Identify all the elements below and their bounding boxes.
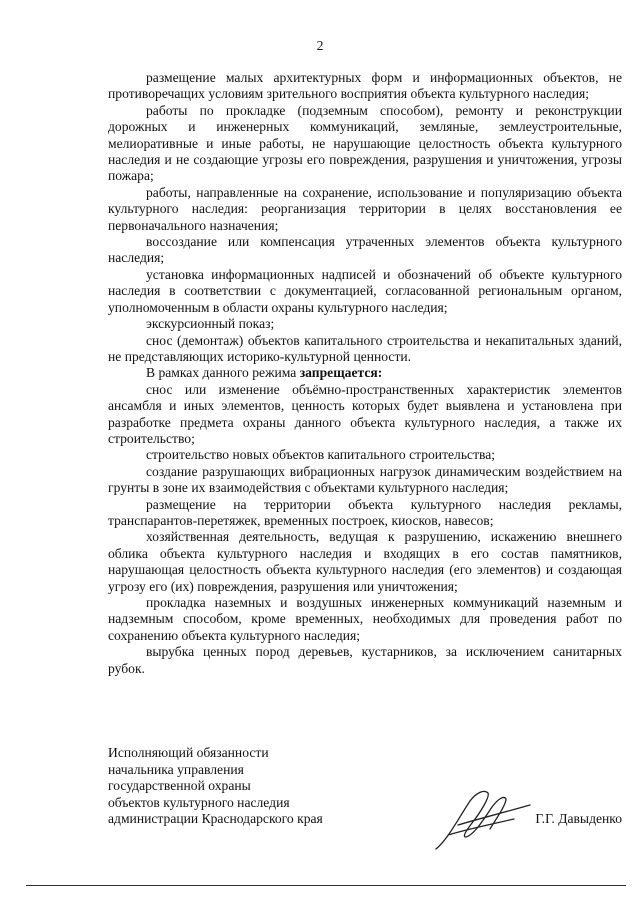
signatory-title-line: государственной охраны [108, 778, 251, 794]
prohibited-item: размещение на территории объекта культурного наследия рекламы, транспарантов-перетяжек, временных построек, киосков, навесов; [108, 496, 622, 528]
paragraph: экскурсионный показ; [146, 316, 275, 332]
paragraph: установка информационных надписей и обозначений об объекте культурного наследия в соответствии с документацией, согласованной региональным органом, уполномоченным в области охраны культурного наследия; [108, 266, 622, 315]
paragraph: снос (демонтаж) объектов капитального строительства и некапитальных зданий, не представляющих историко-культурной ценности. [108, 332, 622, 364]
prohibition-heading [108, 365, 622, 381]
prohibited-item: прокладка наземных и воздушных инженерных коммуникаций наземным и надземным способом, кроме временных, необходимых для проведения работ по сохранению объекта культурного наследия; [108, 595, 622, 643]
page-divider [26, 885, 626, 886]
signature-block [108, 745, 622, 828]
prohibited-item: снос или изменение объёмно-пространственных характеристик элементов ансамбля и иных элементов, ценность которых будет выявлена и установлена при разработке предмета охраны данного объекта культурного наследия, а также их строительство; [108, 381, 622, 446]
paragraph: размещение малых архитектурных форм и информационных объектов, не противоречащих условиям зрительного восприятия объекта культурного наследия; [108, 70, 622, 102]
paragraph: воссоздание или компенсация утраченных элементов объекта культурного наследия; [108, 234, 622, 266]
prohibition-lead: В рамках данного режима [146, 365, 300, 381]
signatory-title-line: начальника управления [108, 761, 244, 777]
prohibited-item: строительство новых объектов капитального строительства; [146, 447, 496, 463]
signatory-title-line: администрации Краснодарского края [108, 811, 323, 827]
page-number: 2 [316, 38, 324, 53]
prohibited-item: вырубка ценных пород деревьев, кустарников, за исключением санитарных рубок. [108, 644, 622, 676]
paragraph: работы по прокладке (подземным способом), ремонту и реконструкции дорожных и инженерных коммуникаций, земляные, землеустроительные, мелиоративные и иные работы, не нарушающие целостность объекта культурного наследия и не создающие угрозы его повреждения, разрушения и уничтожения, угрозы пожара; [108, 102, 622, 184]
signatory-title-line: объектов культурного наследия [108, 794, 290, 810]
signatory-title-line: Исполняющий обязанности [108, 745, 269, 760]
paragraph: работы, направленные на сохранение, использование и популяризацию объекта культурного наследия: реорганизация территории в целях восстановления ее первоначального назначения; [108, 184, 622, 233]
document-body [108, 70, 622, 677]
prohibited-item: хозяйственная деятельность, ведущая к разрушению, искажению внешнего облика объекта культурного наследия и входящих в его состав памятников, нарушающая целостность объекта культурного наследия (его элементов) и создающая угрозу его (их) повреждения, разрушения или уничтожения; [108, 529, 622, 594]
prohibition-bold: запрещается: [299, 365, 383, 381]
signatory-name: Г.Г. Давыденко [535, 811, 622, 826]
handwritten-signature-icon [418, 779, 538, 859]
prohibited-item: создание разрушающих вибрационных нагрузок динамическим воздействием на грунты в зоне их взаимодействия с объектами культурного наследия; [108, 463, 622, 496]
